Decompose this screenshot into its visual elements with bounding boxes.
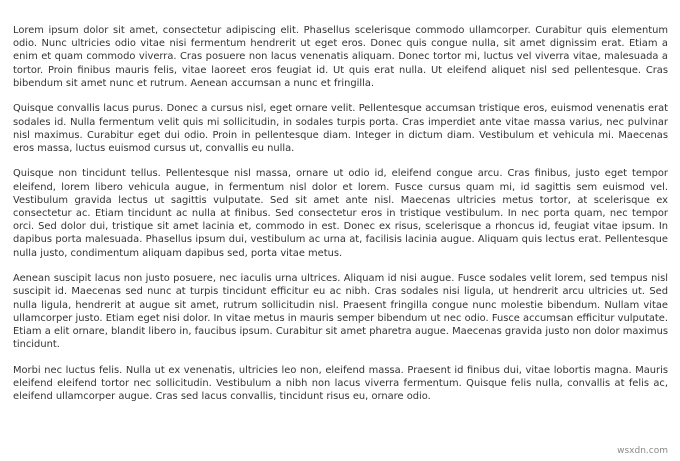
paragraph-2: Quisque convallis lacus purus. Donec a cursus nisl, eget ornare velit. Pellentesque accumsan tristique eros, euismod venenatis erat sodales id. Nulla fermentum velit quis mi sollicitudin, in sodales turpis porta. Cras imperdiet ante vitae massa varius, nec pulvinar nisl maximus. Curabitur eget dui odio. Proin in pellentesque diam. Integer in dictum diam. Vestibulum et vehicula mi. Maecenas eros massa, luctus euismod cursus ut, convallis eu nulla. [13,103,668,154]
paragraph-4: Aenean suscipit lacus non justo posuere, nec iaculis urna ultrices. Aliquam id nisi augue. Fusce sodales velit lorem, sed tempus nisl suscipit id. Maecenas sed nunc at turpis tincidunt efficitur eu ac nibh. Cras sodales nisi ligula, ut hendrerit arcu ultricies ut. Sed nulla ligula, hendrerit at augue sit amet, rutrum sollicitudin nisl. Praesent fringilla congue nunc molestie bibendum. Nullam vitae ullamcorper justo. Etiam eget nisi dolor. In vitae metus in mauris semper bibendum ut nec odio. Fusce accumsan efficitur vulputate. Etiam a elit ornare, blandit libero in, faucibus ipsum. Curabitur sit amet pharetra augue. Maecenas gravida justo non dolor maximus tincidunt. [13,273,668,351]
paragraph-3: Quisque non tincidunt tellus. Pellentesque nisl massa, ornare ut odio id, eleifend congue arcu. Cras finibus, justo eget tempor eleifend, lorem libero vehicula augue, in fermentum nisl dolor et lorem. Fusce cursus quam mi, id sagittis sem euismod vel. Vestibulum gravida lectus ut sagittis vulputate. Sed sit amet ante nisl. Maecenas ultricies metus tortor, at scelerisque ex consectetur ac. Etiam tincidunt ac nulla at finibus. Sed consectetur eros in tristique vestibulum. In nec porta quam, nec tempor orci. Sed dolor dui, tristique sit amet lacinia et, commodo in est. Donec ex risus, scelerisque a rhoncus id, feugiat vitae ipsum. In dapibus porta malesuada. Phasellus ipsum dui, vestibulum ac urna at, facilisis lacinia augue. Aliquam quis lectus erat. Pellentesque nulla justo, condimentum aliquam dapibus sed, porta vitae metus. [13,168,668,259]
document-body [13,24,668,416]
paragraph-5: Morbi nec luctus felis. Nulla ut ex venenatis, ultricies leo non, eleifend massa. Praesent id finibus dui, vitae lobortis magna. Mauris eleifend eleifend tortor nec sollicitudin. Vestibulum a nibh non lacus viverra fermentum. Quisque felis nulla, convallis at felis ac, eleifend ullamcorper augue. Cras sed lacus convallis, tincidunt risus eu, ornare odio. [13,364,668,403]
paragraph-1: Lorem ipsum dolor sit amet, consectetur adipiscing elit. Phasellus scelerisque commodo ullamcorper. Curabitur quis elementum odio. Nunc ultricies odio vitae nisi fermentum hendrerit ut eget eros. Donec quis congue nulla, sit amet dignissim erat. Etiam a enim et quam commodo viverra. Cras posuere non lacus venenatis aliquam. Donec tortor mi, luctus vel viverra vitae, malesuada a tortor. Proin finibus mauris felis, vitae laoreet eros feugiat id. Ut quis erat nulla. Ut eleifend aliquet nisl sed pellentesque. Cras bibendum sit amet nunc et rutrum. Aenean accumsan a nunc et fringilla. [13,25,668,89]
watermark: wsxdn.com [617,446,668,456]
